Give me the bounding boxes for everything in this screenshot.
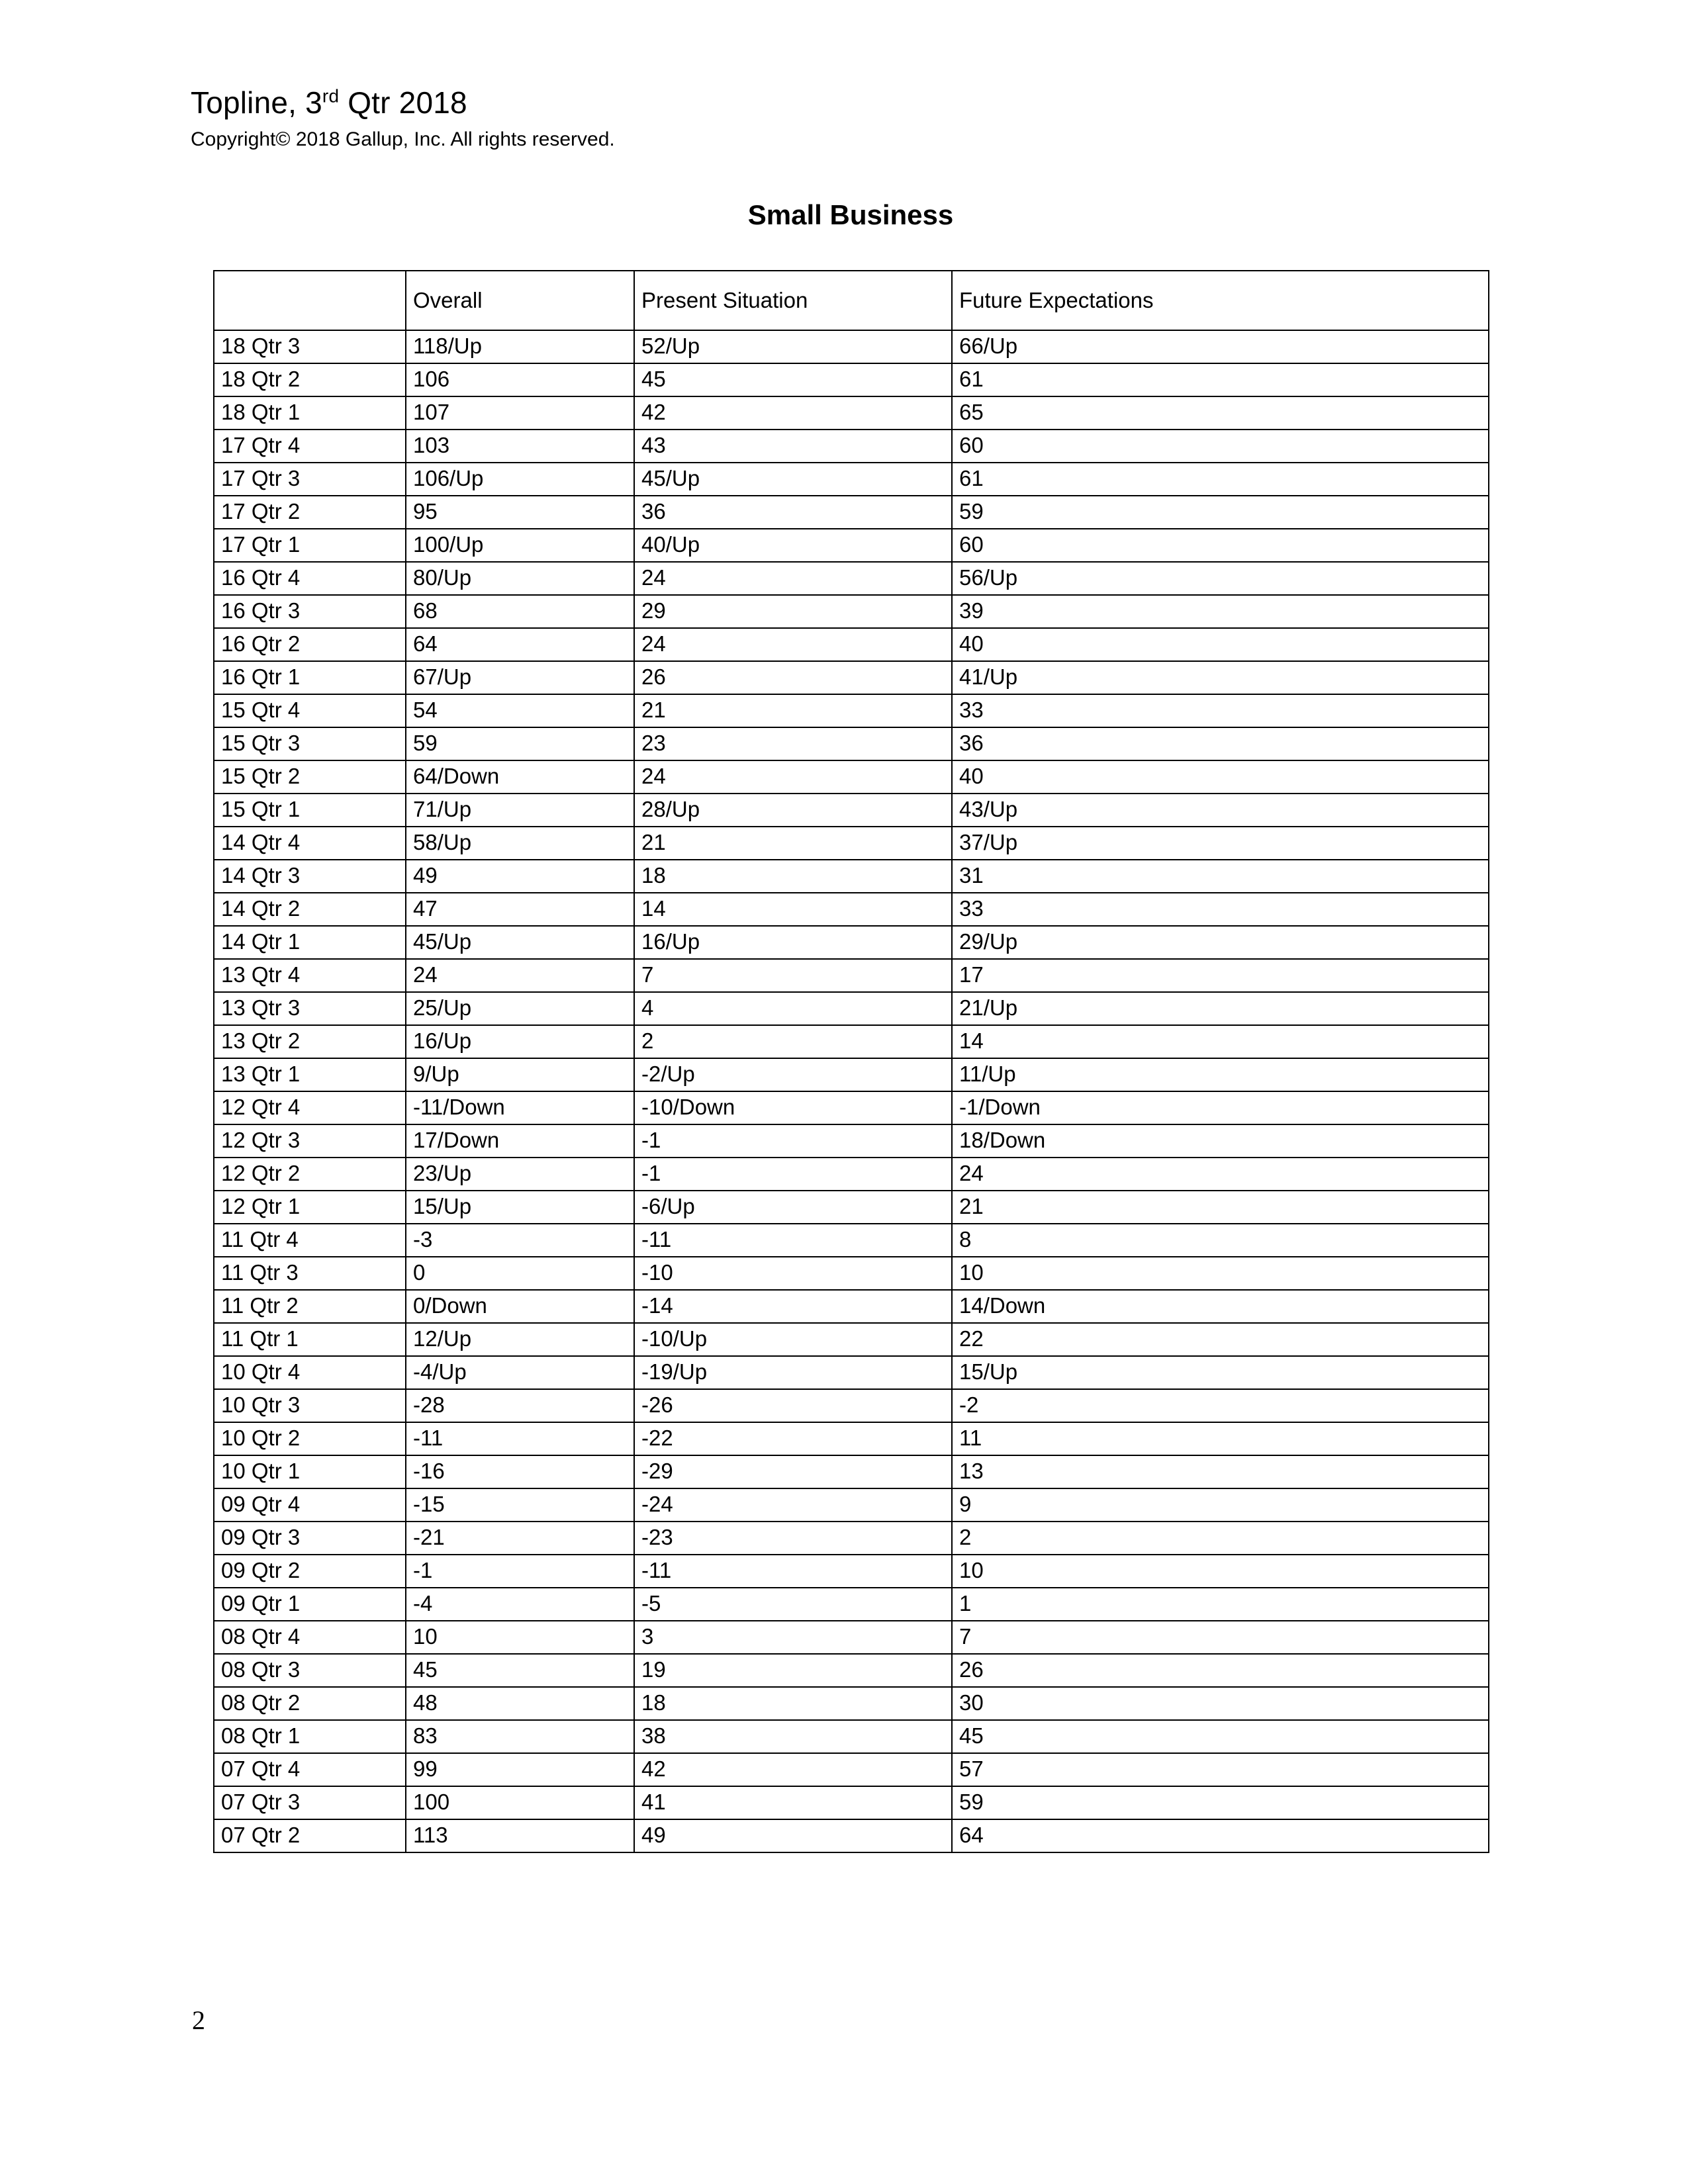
cell-overall: -21: [406, 1522, 634, 1555]
table-row: [214, 1687, 1489, 1720]
cell-overall: 17/Down: [406, 1124, 634, 1158]
table-row: [214, 893, 1489, 926]
table-row: [214, 959, 1489, 992]
cell-period: 09 Qtr 2: [214, 1555, 406, 1588]
cell-period: 08 Qtr 3: [214, 1654, 406, 1687]
table-row: [214, 1290, 1489, 1323]
cell-future-expectations: 60: [952, 430, 1489, 463]
table-header: [214, 271, 1489, 330]
table-row: [214, 794, 1489, 827]
cell-period: 13 Qtr 2: [214, 1025, 406, 1058]
cell-present-situation: 2: [634, 1025, 952, 1058]
cell-present-situation: -6/Up: [634, 1191, 952, 1224]
cell-future-expectations: 22: [952, 1323, 1489, 1356]
cell-overall: 118/Up: [406, 330, 634, 363]
cell-present-situation: 14: [634, 893, 952, 926]
table-row: [214, 595, 1489, 628]
column-header-future-expectations: Future Expectations: [952, 271, 1489, 330]
table-row: [214, 926, 1489, 959]
table-row: [214, 727, 1489, 760]
document-title: [191, 85, 1515, 120]
cell-future-expectations: 10: [952, 1257, 1489, 1290]
cell-overall: 64/Down: [406, 760, 634, 794]
cell-overall: 113: [406, 1819, 634, 1852]
cell-present-situation: 24: [634, 628, 952, 661]
cell-period: 17 Qtr 3: [214, 463, 406, 496]
cell-future-expectations: 24: [952, 1158, 1489, 1191]
table-row: [214, 1654, 1489, 1687]
cell-overall: 64: [406, 628, 634, 661]
cell-overall: 9/Up: [406, 1058, 634, 1091]
cell-period: 12 Qtr 4: [214, 1091, 406, 1124]
cell-future-expectations: 17: [952, 959, 1489, 992]
table-row: [214, 1158, 1489, 1191]
cell-period: 07 Qtr 4: [214, 1753, 406, 1786]
table-row: [214, 694, 1489, 727]
cell-present-situation: 26: [634, 661, 952, 694]
cell-overall: -11/Down: [406, 1091, 634, 1124]
table-row: [214, 363, 1489, 396]
cell-period: 11 Qtr 3: [214, 1257, 406, 1290]
cell-period: 18 Qtr 1: [214, 396, 406, 430]
cell-period: 16 Qtr 3: [214, 595, 406, 628]
table-row: [214, 463, 1489, 496]
cell-present-situation: 24: [634, 760, 952, 794]
table-row: [214, 1356, 1489, 1389]
column-header-present-situation: Present Situation: [634, 271, 952, 330]
table-row: [214, 1389, 1489, 1422]
cell-period: 15 Qtr 1: [214, 794, 406, 827]
cell-future-expectations: 21: [952, 1191, 1489, 1224]
cell-future-expectations: 43/Up: [952, 794, 1489, 827]
cell-period: 15 Qtr 3: [214, 727, 406, 760]
cell-present-situation: 21: [634, 694, 952, 727]
cell-overall: -4: [406, 1588, 634, 1621]
cell-future-expectations: 11: [952, 1422, 1489, 1455]
cell-overall: 25/Up: [406, 992, 634, 1025]
cell-overall: 68: [406, 595, 634, 628]
cell-present-situation: 41: [634, 1786, 952, 1819]
cell-overall: -16: [406, 1455, 634, 1488]
cell-future-expectations: 30: [952, 1687, 1489, 1720]
table-row: [214, 430, 1489, 463]
cell-present-situation: -14: [634, 1290, 952, 1323]
cell-overall: 47: [406, 893, 634, 926]
cell-period: 08 Qtr 2: [214, 1687, 406, 1720]
cell-overall: 48: [406, 1687, 634, 1720]
table-row: [214, 860, 1489, 893]
cell-present-situation: 23: [634, 727, 952, 760]
cell-future-expectations: 33: [952, 694, 1489, 727]
cell-period: 10 Qtr 4: [214, 1356, 406, 1389]
cell-future-expectations: 60: [952, 529, 1489, 562]
cell-overall: 107: [406, 396, 634, 430]
document-title-ordinal-suffix: rd: [322, 85, 340, 107]
cell-overall: 45/Up: [406, 926, 634, 959]
cell-period: 11 Qtr 2: [214, 1290, 406, 1323]
cell-future-expectations: 7: [952, 1621, 1489, 1654]
cell-future-expectations: 65: [952, 396, 1489, 430]
cell-overall: -28: [406, 1389, 634, 1422]
cell-present-situation: 36: [634, 496, 952, 529]
cell-overall: 23/Up: [406, 1158, 634, 1191]
copyright-notice: Copyright© 2018 Gallup, Inc. All rights reserved.: [191, 128, 615, 150]
cell-future-expectations: 8: [952, 1224, 1489, 1257]
cell-period: 14 Qtr 4: [214, 827, 406, 860]
cell-present-situation: -11: [634, 1555, 952, 1588]
cell-period: 10 Qtr 1: [214, 1455, 406, 1488]
cell-future-expectations: 26: [952, 1654, 1489, 1687]
table-row: [214, 1191, 1489, 1224]
cell-future-expectations: 29/Up: [952, 926, 1489, 959]
cell-future-expectations: 33: [952, 893, 1489, 926]
table-row: [214, 1091, 1489, 1124]
cell-period: 09 Qtr 3: [214, 1522, 406, 1555]
table-row: [214, 1455, 1489, 1488]
cell-overall: 16/Up: [406, 1025, 634, 1058]
cell-future-expectations: 2: [952, 1522, 1489, 1555]
cell-overall: -3: [406, 1224, 634, 1257]
cell-present-situation: -5: [634, 1588, 952, 1621]
cell-future-expectations: 45: [952, 1720, 1489, 1753]
cell-future-expectations: -1/Down: [952, 1091, 1489, 1124]
cell-future-expectations: 15/Up: [952, 1356, 1489, 1389]
table-body: [214, 330, 1489, 1852]
small-business-table-container: [213, 270, 1488, 1853]
cell-period: 08 Qtr 4: [214, 1621, 406, 1654]
cell-present-situation: -29: [634, 1455, 952, 1488]
cell-overall: 49: [406, 860, 634, 893]
cell-future-expectations: 59: [952, 496, 1489, 529]
cell-overall: 67/Up: [406, 661, 634, 694]
table-row: [214, 1786, 1489, 1819]
cell-future-expectations: 9: [952, 1488, 1489, 1522]
cell-present-situation: -10: [634, 1257, 952, 1290]
cell-overall: 83: [406, 1720, 634, 1753]
cell-future-expectations: 59: [952, 1786, 1489, 1819]
table-row: [214, 1257, 1489, 1290]
cell-present-situation: 18: [634, 860, 952, 893]
cell-present-situation: -10/Down: [634, 1091, 952, 1124]
cell-period: 09 Qtr 1: [214, 1588, 406, 1621]
cell-future-expectations: 21/Up: [952, 992, 1489, 1025]
cell-present-situation: 43: [634, 430, 952, 463]
table-row: [214, 661, 1489, 694]
cell-present-situation: -1: [634, 1158, 952, 1191]
cell-present-situation: 21: [634, 827, 952, 860]
cell-future-expectations: 66/Up: [952, 330, 1489, 363]
cell-overall: 0/Down: [406, 1290, 634, 1323]
cell-future-expectations: 37/Up: [952, 827, 1489, 860]
cell-future-expectations: 57: [952, 1753, 1489, 1786]
cell-present-situation: 45/Up: [634, 463, 952, 496]
table-row: [214, 827, 1489, 860]
table-row: [214, 1555, 1489, 1588]
cell-period: 14 Qtr 2: [214, 893, 406, 926]
cell-period: 14 Qtr 1: [214, 926, 406, 959]
cell-present-situation: -2/Up: [634, 1058, 952, 1091]
cell-overall: 71/Up: [406, 794, 634, 827]
cell-period: 17 Qtr 1: [214, 529, 406, 562]
cell-future-expectations: 13: [952, 1455, 1489, 1488]
table-row: [214, 1422, 1489, 1455]
cell-future-expectations: 14/Down: [952, 1290, 1489, 1323]
cell-overall: 100/Up: [406, 529, 634, 562]
cell-overall: 45: [406, 1654, 634, 1687]
cell-present-situation: 24: [634, 562, 952, 595]
document-title-prefix: Topline, 3: [191, 85, 322, 120]
cell-period: 13 Qtr 3: [214, 992, 406, 1025]
cell-period: 12 Qtr 1: [214, 1191, 406, 1224]
cell-overall: 54: [406, 694, 634, 727]
cell-future-expectations: -2: [952, 1389, 1489, 1422]
cell-present-situation: -24: [634, 1488, 952, 1522]
cell-overall: -1: [406, 1555, 634, 1588]
table-row: [214, 529, 1489, 562]
cell-present-situation: 3: [634, 1621, 952, 1654]
cell-future-expectations: 14: [952, 1025, 1489, 1058]
table-row: [214, 1124, 1489, 1158]
cell-period: 07 Qtr 3: [214, 1786, 406, 1819]
cell-overall: 106: [406, 363, 634, 396]
cell-present-situation: -10/Up: [634, 1323, 952, 1356]
cell-future-expectations: 56/Up: [952, 562, 1489, 595]
cell-present-situation: 18: [634, 1687, 952, 1720]
cell-period: 17 Qtr 2: [214, 496, 406, 529]
document-header: [191, 85, 1515, 152]
cell-period: 17 Qtr 4: [214, 430, 406, 463]
page-number: 2: [192, 2005, 205, 2035]
cell-present-situation: 19: [634, 1654, 952, 1687]
cell-present-situation: -26: [634, 1389, 952, 1422]
cell-future-expectations: 36: [952, 727, 1489, 760]
cell-period: 12 Qtr 3: [214, 1124, 406, 1158]
cell-present-situation: 52/Up: [634, 330, 952, 363]
cell-overall: 58/Up: [406, 827, 634, 860]
cell-period: 10 Qtr 2: [214, 1422, 406, 1455]
cell-period: 16 Qtr 4: [214, 562, 406, 595]
cell-present-situation: -1: [634, 1124, 952, 1158]
small-business-index-table: [213, 270, 1489, 1853]
table-row: [214, 628, 1489, 661]
cell-future-expectations: 41/Up: [952, 661, 1489, 694]
cell-present-situation: 45: [634, 363, 952, 396]
cell-future-expectations: 10: [952, 1555, 1489, 1588]
cell-future-expectations: 61: [952, 463, 1489, 496]
table-row: [214, 992, 1489, 1025]
cell-period: 12 Qtr 2: [214, 1158, 406, 1191]
cell-period: 13 Qtr 1: [214, 1058, 406, 1091]
cell-overall: -15: [406, 1488, 634, 1522]
cell-future-expectations: 1: [952, 1588, 1489, 1621]
column-header-period: [214, 271, 406, 330]
cell-future-expectations: 18/Down: [952, 1124, 1489, 1158]
cell-future-expectations: 39: [952, 595, 1489, 628]
cell-period: 07 Qtr 2: [214, 1819, 406, 1852]
document-title-suffix: Qtr 2018: [339, 85, 467, 120]
cell-period: 10 Qtr 3: [214, 1389, 406, 1422]
table-row: [214, 1323, 1489, 1356]
table-row: [214, 330, 1489, 363]
cell-present-situation: -22: [634, 1422, 952, 1455]
cell-future-expectations: 64: [952, 1819, 1489, 1852]
cell-overall: 59: [406, 727, 634, 760]
column-header-overall: Overall: [406, 271, 634, 330]
cell-period: 08 Qtr 1: [214, 1720, 406, 1753]
cell-overall: 95: [406, 496, 634, 529]
cell-present-situation: 7: [634, 959, 952, 992]
cell-present-situation: 16/Up: [634, 926, 952, 959]
cell-overall: 80/Up: [406, 562, 634, 595]
cell-overall: 0: [406, 1257, 634, 1290]
cell-overall: 10: [406, 1621, 634, 1654]
cell-present-situation: 42: [634, 1753, 952, 1786]
table-row: [214, 1224, 1489, 1257]
cell-period: 18 Qtr 3: [214, 330, 406, 363]
table-row: [214, 1488, 1489, 1522]
cell-period: 11 Qtr 4: [214, 1224, 406, 1257]
table-row: [214, 1621, 1489, 1654]
section-title: Small Business: [747, 199, 954, 230]
table-row: [214, 1522, 1489, 1555]
table-row: [214, 1819, 1489, 1852]
cell-period: 16 Qtr 2: [214, 628, 406, 661]
cell-overall: -11: [406, 1422, 634, 1455]
cell-period: 14 Qtr 3: [214, 860, 406, 893]
table-header-row: [214, 271, 1489, 330]
cell-overall: 15/Up: [406, 1191, 634, 1224]
table-row: [214, 1588, 1489, 1621]
cell-period: 11 Qtr 1: [214, 1323, 406, 1356]
cell-future-expectations: 40: [952, 628, 1489, 661]
cell-overall: -4/Up: [406, 1356, 634, 1389]
cell-period: 13 Qtr 4: [214, 959, 406, 992]
table-row: [214, 1753, 1489, 1786]
cell-overall: 106/Up: [406, 463, 634, 496]
cell-present-situation: 40/Up: [634, 529, 952, 562]
cell-period: 09 Qtr 4: [214, 1488, 406, 1522]
cell-present-situation: -11: [634, 1224, 952, 1257]
cell-present-situation: 38: [634, 1720, 952, 1753]
cell-future-expectations: 11/Up: [952, 1058, 1489, 1091]
cell-present-situation: 29: [634, 595, 952, 628]
table-row: [214, 496, 1489, 529]
cell-present-situation: 42: [634, 396, 952, 430]
cell-overall: 99: [406, 1753, 634, 1786]
table-row: [214, 760, 1489, 794]
cell-present-situation: 49: [634, 1819, 952, 1852]
cell-period: 18 Qtr 2: [214, 363, 406, 396]
table-row: [214, 1025, 1489, 1058]
table-row: [214, 1058, 1489, 1091]
cell-overall: 24: [406, 959, 634, 992]
cell-present-situation: -19/Up: [634, 1356, 952, 1389]
table-row: [214, 396, 1489, 430]
cell-present-situation: 28/Up: [634, 794, 952, 827]
table-row: [214, 562, 1489, 595]
cell-overall: 100: [406, 1786, 634, 1819]
cell-period: 16 Qtr 1: [214, 661, 406, 694]
cell-present-situation: -23: [634, 1522, 952, 1555]
cell-period: 15 Qtr 2: [214, 760, 406, 794]
cell-future-expectations: 31: [952, 860, 1489, 893]
cell-overall: 103: [406, 430, 634, 463]
cell-overall: 12/Up: [406, 1323, 634, 1356]
table-row: [214, 1720, 1489, 1753]
cell-future-expectations: 40: [952, 760, 1489, 794]
cell-future-expectations: 61: [952, 363, 1489, 396]
cell-present-situation: 4: [634, 992, 952, 1025]
cell-period: 15 Qtr 4: [214, 694, 406, 727]
